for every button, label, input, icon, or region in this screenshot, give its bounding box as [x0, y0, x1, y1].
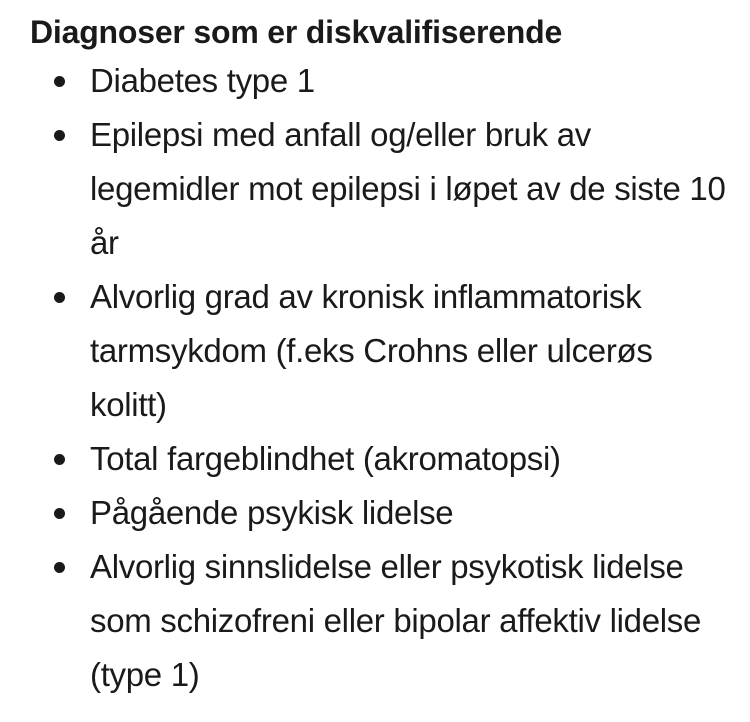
- list-item-6: [30, 540, 730, 702]
- list-item-4: [30, 432, 730, 486]
- list-item-text: Diabetes type 1: [90, 62, 315, 99]
- bullet-icon: [54, 562, 65, 573]
- bullet-icon: [54, 508, 65, 519]
- list-item-text: Alvorlig sinnslidelse eller psykotisk lidelse som schizofreni eller bipolar affektiv lidelse (type 1): [90, 548, 702, 693]
- list-item-3: [30, 270, 730, 432]
- list-item-text: Pågående psykisk lidelse: [90, 494, 454, 531]
- list-item-5: [30, 486, 730, 540]
- list-item-1: [30, 54, 730, 108]
- list-item-text: Total fargeblindhet (akromatopsi): [90, 440, 561, 477]
- list-item-text: Alvorlig grad av kronisk inflammatorisk tarmsykdom (f.eks Crohns eller ulcerøs kolitt): [90, 278, 653, 423]
- bullet-icon: [54, 454, 65, 465]
- bullet-icon: [54, 130, 65, 141]
- list-item-text: Epilepsi med anfall og/eller bruk av legemidler mot epilepsi i løpet av de siste 10 år: [90, 116, 726, 261]
- bullet-icon: [54, 76, 65, 87]
- list-item-2: [30, 108, 730, 270]
- section-heading: Diagnoser som er diskvalifiserende: [30, 14, 563, 50]
- diagnosis-list: [30, 54, 730, 702]
- bullet-icon: [54, 292, 65, 303]
- document-body: [30, 10, 730, 702]
